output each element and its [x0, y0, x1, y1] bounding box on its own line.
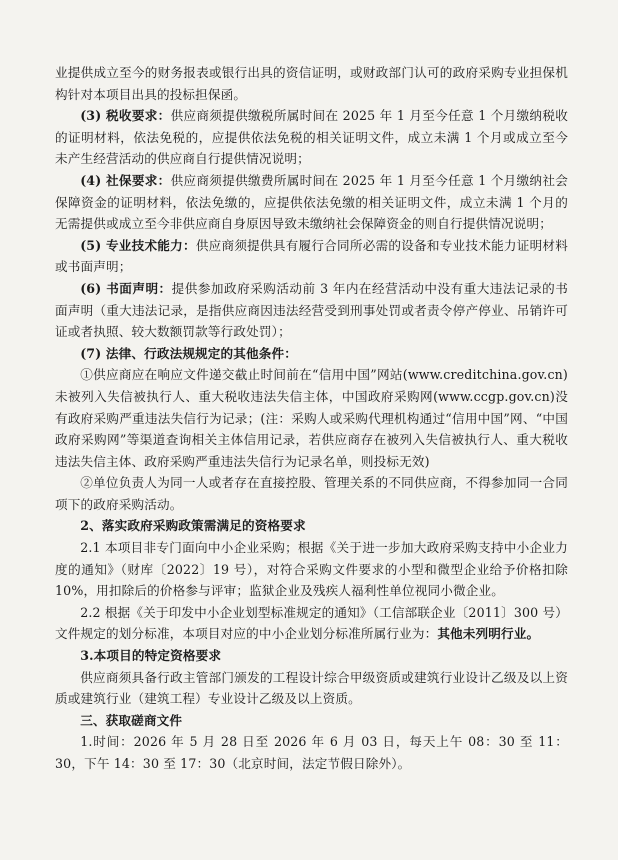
policy-item-2-2-text: 2.2 根据《关于印发中小企业划型标准规定的通知》（工信部联企业〔2011〕300 号）文件规定的划分标准，本项目对应的中小企业划分标准所属行业为： — [55, 604, 568, 642]
tax-requirement — [55, 105, 568, 170]
tax-requirement-text: 供应商须提供缴税所属时间在 2025 年 1 月至今任意 1 个月缴纳税收的证明材料，依法免税的，应提供依法免税的相关证明文件，成立未满 1 个月或成立至今未产生经营活动的供应商自行提供情况说明； — [55, 108, 568, 167]
financial-requirement-continued: 业提供成立至今的财务报表或银行出具的资信证明，或财政部门认可的政府采购专业担保机构针对本项目出具的投标担保函。 — [55, 65, 568, 102]
policy-item-2-2 — [55, 602, 568, 645]
industry-classification: 其他未列明行业。 — [437, 626, 540, 642]
tax-requirement-label: (3) 税收要求： — [80, 108, 171, 124]
specific-qualification-text: 供应商须具备行政主管部门颁发的工程设计综合甲级资质或建筑行业设计乙级及以上资质或建筑行业（建筑工程）专业设计乙级及以上资质。 — [55, 669, 568, 707]
policy-section-heading: 2、落实政府采购政策需满足的资格要求 — [80, 518, 306, 534]
specific-qualification-heading: 3.本项目的特定资格要求 — [80, 648, 222, 664]
unit-head-condition: ②单位负责人为同一人或者存在直接控股、管理关系的不同供应商，不得参加同一合同项下的政府采购活动。 — [55, 475, 568, 512]
social-security-requirement — [55, 170, 568, 235]
credit-record-condition: ①供应商应在响应文件递交截止时间前在“信用中国”网站(www.creditchina.gov.cn)未被列入失信被执行人、重大税收违法失信主体，中国政府采购网(www.ccgp.gov.cn)没有政府采购严重违法失信行为记录；(注：采购人或采购代理机构通过“信用中国”网、“中国政府采购网”等渠道查询相关主体信用记录，若供应商存在被列入失信被执行人、重大税收违法失信主体、政府采购严重违法失信行为记录名单，则投标无效) — [55, 367, 568, 469]
law-conditions-heading — [55, 343, 568, 365]
social-security-text: 供应商须提供缴费所属时间在 2025 年 1 月至今任意 1 个月缴纳社会保障资金的证明材料，依法免缴的，应提供依法免缴的相关证明文件，成立未满 1 个月的无需提供或成立至今非供应商自身原因导致未缴纳社会保障资金的则自行提供情况说明； — [55, 172, 568, 232]
technical-ability-text: 供应商须提供具有履行合同所必需的设备和专业技术能力证明材料或书面声明； — [55, 237, 568, 275]
written-statement-text: 提供参加政府采购活动前 3 年内在经营活动中没有重大违法记录的书面声明（重大违法记录，是指供应商因违法经营受到刑事处罚或者责令停产停业、吊销许可证或者执照、较大数额罚款等行政处罚）； — [55, 280, 568, 340]
technical-ability-label: (5) 专业技术能力： — [80, 237, 196, 253]
law-conditions-label: (7) 法律、行政法规规定的其他条件： — [80, 345, 298, 361]
technical-ability-requirement — [55, 235, 568, 278]
social-security-label: (4) 社保要求： — [80, 172, 171, 188]
written-statement-requirement — [55, 278, 568, 343]
policy-item-2-1: 2.1 本项目非专门面向中小企业采购；根据《关于进一步加大政府采购支持中小企业力度的通知》（财库〔2022〕19 号），对符合采购文件要求的小型和微型企业给予价格扣除 10%，用扣除后的价格参与评审；监狱企业及残疾人福利性单位视同小微企业。 — [55, 540, 568, 599]
written-statement-label: (6) 书面声明： — [80, 280, 172, 296]
obtain-documents-time: 1.时间：2026 年 5 月 28 日至 2026 年 6 月 03 日，每天上午 08：30 至 11：30，下午 14：30 至 17：30（北京时间，法定节假日除外）。 — [55, 734, 568, 771]
obtain-documents-heading: 三、获取磋商文件 — [80, 712, 183, 728]
